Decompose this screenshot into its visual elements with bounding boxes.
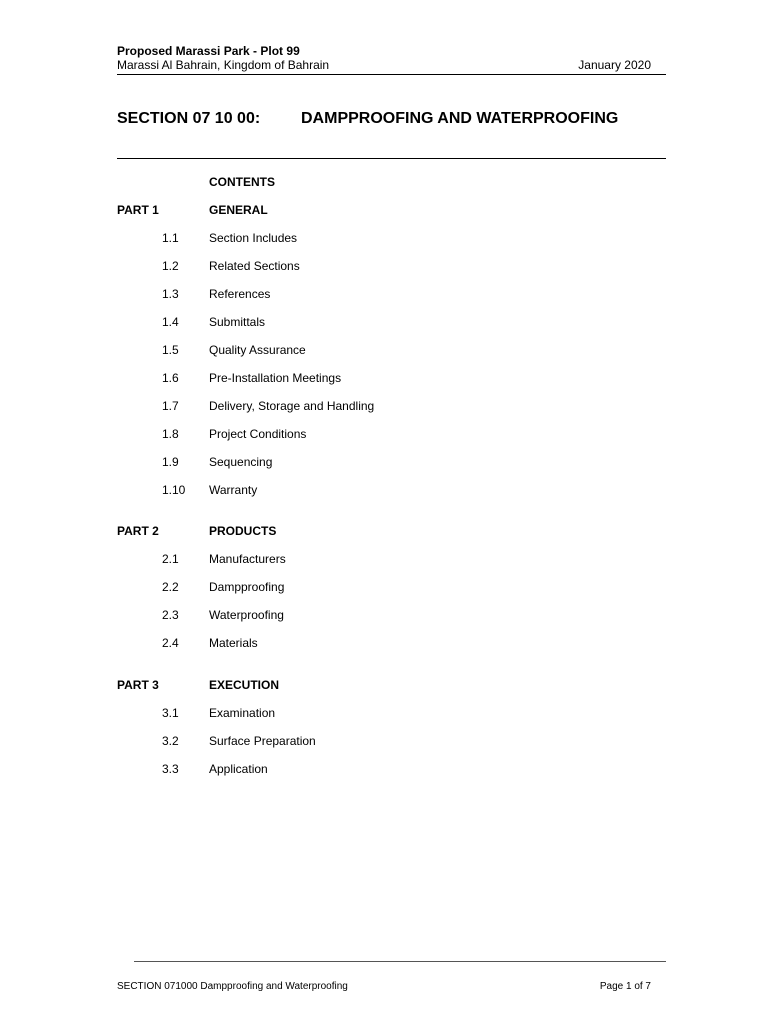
part-heading bbox=[117, 203, 666, 219]
list-item bbox=[117, 359, 666, 387]
item-text: Manufacturers bbox=[209, 552, 286, 566]
item-number: 2.1 bbox=[162, 552, 179, 566]
item-text: Surface Preparation bbox=[209, 734, 316, 748]
part-heading bbox=[117, 524, 666, 540]
item-number: 2.3 bbox=[162, 608, 179, 622]
item-number: 1.1 bbox=[162, 231, 179, 245]
item-number: 2.2 bbox=[162, 580, 179, 594]
item-text: Pre-Installation Meetings bbox=[209, 371, 342, 385]
section-title bbox=[117, 110, 618, 128]
header-location: Marassi Al Bahrain, Kingdom of Bahrain bbox=[117, 58, 330, 72]
title-divider bbox=[117, 158, 666, 159]
section-number: SECTION 07 10 00: bbox=[117, 110, 261, 127]
part-item-list bbox=[117, 219, 666, 499]
item-number: 1.6 bbox=[162, 371, 179, 385]
list-item bbox=[117, 415, 666, 443]
footer-page-number: Page 1 of 7 bbox=[599, 981, 651, 992]
item-text: Submittals bbox=[209, 315, 266, 329]
item-number: 1.7 bbox=[162, 399, 179, 413]
header-project: Proposed Marassi Park - Plot 99 bbox=[117, 44, 300, 58]
item-number: 1.2 bbox=[162, 259, 179, 273]
item-text: Examination bbox=[209, 706, 276, 720]
item-text: Related Sections bbox=[209, 259, 300, 273]
item-text: Delivery, Storage and Handling bbox=[209, 399, 375, 413]
item-text: Materials bbox=[209, 636, 258, 650]
item-number: 1.5 bbox=[162, 343, 179, 357]
part-item-list bbox=[117, 694, 666, 778]
list-item bbox=[117, 443, 666, 471]
list-item bbox=[117, 596, 666, 624]
list-item bbox=[117, 303, 666, 331]
header-divider bbox=[117, 74, 666, 75]
list-item bbox=[117, 624, 666, 652]
list-item bbox=[117, 471, 666, 499]
part-products bbox=[117, 524, 666, 652]
item-number: 2.4 bbox=[162, 636, 179, 650]
item-text: References bbox=[209, 287, 271, 301]
part-name: EXECUTION bbox=[209, 678, 280, 692]
list-item bbox=[117, 750, 666, 778]
part-name: GENERAL bbox=[209, 203, 268, 217]
contents-heading: CONTENTS bbox=[209, 175, 275, 189]
item-text: Quality Assurance bbox=[209, 343, 306, 357]
part-execution bbox=[117, 678, 666, 778]
list-item bbox=[117, 540, 666, 568]
item-number: 1.8 bbox=[162, 427, 179, 441]
part-name: PRODUCTS bbox=[209, 524, 277, 538]
list-item bbox=[117, 247, 666, 275]
list-item bbox=[117, 275, 666, 303]
footer-divider bbox=[134, 961, 666, 962]
item-number: 3.1 bbox=[162, 706, 179, 720]
list-item bbox=[117, 219, 666, 247]
section-name: DAMPPROOFING AND WATERPROOFING bbox=[301, 110, 619, 127]
item-text: Section Includes bbox=[209, 231, 298, 245]
item-number: 1.10 bbox=[162, 483, 186, 497]
item-number: 3.3 bbox=[162, 762, 179, 776]
part-label: PART 1 bbox=[117, 203, 159, 217]
item-text: Warranty bbox=[209, 483, 258, 497]
item-text: Waterproofing bbox=[209, 608, 284, 622]
list-item bbox=[117, 568, 666, 596]
footer-section: SECTION 071000 Dampproofing and Waterproofing bbox=[117, 981, 348, 992]
item-text: Project Conditions bbox=[209, 427, 307, 441]
part-label: PART 2 bbox=[117, 524, 159, 538]
part-label: PART 3 bbox=[117, 678, 159, 692]
item-text: Application bbox=[209, 762, 268, 776]
list-item bbox=[117, 722, 666, 750]
part-item-list bbox=[117, 540, 666, 652]
list-item bbox=[117, 387, 666, 415]
item-number: 1.4 bbox=[162, 315, 179, 329]
header-date: January 2020 bbox=[578, 58, 651, 72]
part-heading bbox=[117, 678, 666, 694]
item-number: 1.3 bbox=[162, 287, 179, 301]
item-text: Dampproofing bbox=[209, 580, 285, 594]
list-item bbox=[117, 331, 666, 359]
item-text: Sequencing bbox=[209, 455, 273, 469]
list-item bbox=[117, 694, 666, 722]
part-general bbox=[117, 203, 666, 499]
item-number: 3.2 bbox=[162, 734, 179, 748]
item-number: 1.9 bbox=[162, 455, 179, 469]
